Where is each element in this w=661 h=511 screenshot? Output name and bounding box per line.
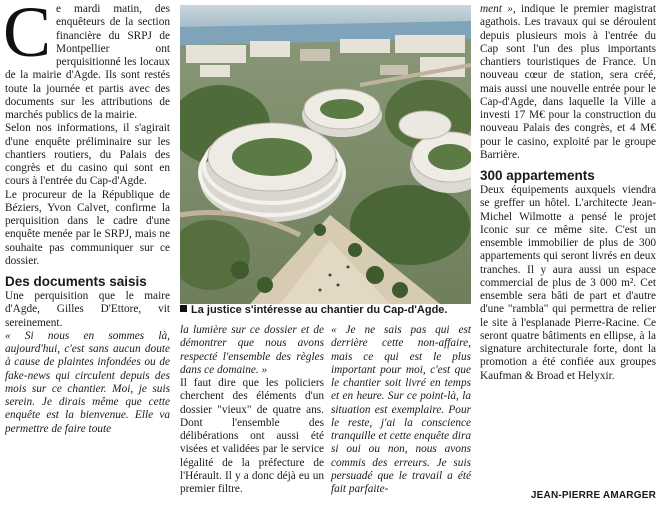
quote-maire-start: « Si nous en sommes là, aujourd'hui, c'est sans aucun doute à cause de plaintes infondées ou de fake-news qui circulent depuis des mois sur ce chantier. Moi, je suis serein. Je dirais même que cette enquête est la bienvenue. Elle va permettre de faire toute: [5, 329, 170, 435]
column-2: [180, 324, 324, 496]
paragraph-policiers: Il faut dire que les policiers cherchent des éléments d'un dossier "vieux" de quatre ans. Dont l'ensemble des délibérations ont aussi été visées et validées par le service légalité de la préfecture de l'Hérault. Il y a donc déjà eu un premier filtre.: [180, 377, 324, 495]
column-1: [3, 0, 170, 436]
caption-square-icon: [180, 305, 187, 312]
quote-non-affaire: « Je ne sais pas qui est derrière cette non-affaire, mais ce qui est le plus important pour moi, c'est que le chantier soit livré en temps et en heure. Sur ce point-là, la situation est exemplaire. Pour le reste, j'ai la conscience tranquille et cette enquête dira si oui ou non, nous avons commis des erreurs. Je suis persuadé que le travail a été fait parfaite-: [331, 324, 471, 495]
drop-cap: C: [3, 0, 52, 72]
paragraph-travaux-text: indique le premier magistrat agathois. Les travaux qui se déroulent depuis plusieurs mois à l'entrée du Cap sont l'un des plus importants chantiers touristiques de France. Un nouveau cœur de station, sera créé, mais aussi une nouvelle entrée pour le Cap-d'Agde, dans laquelle la Ville a investi 17 M€ pour la construction du nouveau Palais des congrès, et 4 M€ pour le casino, exploité par le groupe Barrière.: [480, 3, 657, 161]
quote-end: ment »,: [480, 3, 516, 15]
photo-caption: [180, 304, 471, 317]
column-3: [331, 324, 471, 496]
caption-text: La justice s'intéresse au chantier du Cap-d'Agde.: [191, 304, 448, 316]
intro-paragraph: [3, 0, 170, 122]
ellipse-building-center: [302, 89, 382, 137]
article-photo: [180, 5, 471, 304]
paragraph-travaux: [480, 3, 656, 162]
paragraph-enquete: Selon nos informations, il s'agirait d'une enquête préliminaire sur les chantiers routiers, du Palais des congrès et du casino qui sont en cours à l'entrée du Cap-d'Agde.: [5, 122, 170, 188]
heading-documents-saisis: Des documents saisis: [5, 274, 147, 289]
paragraph-maire: Une perquisition que le maire d'Agde, Gilles D'Ettore, vit sereinement.: [5, 290, 170, 329]
paragraph-appartements: Deux équipements auxquels viendra se greffer un hôtel. L'architecte Jean-Michel Wilmotte a pensé le projet Iconic sur ce même site. C'est un ensemble immobilier de plus de 300 appartements qui seront livrés en deux tranches. Il y aura aussi un espace commercial de plus de 3 000 m². Cet ensemble sera bâti de part et d'autre d'une "rambla" qui permettra de relier le site à l'esplanade Pierre-Racine. Ce seront quatre bâtiments en ellipse, à la signature architecturale forte, dont la promotion a été confiée aux groupes Kaufman & Broad et Helyxir.: [480, 184, 656, 382]
quote-maire-continued: la lumière sur ce dossier et de démontrer que nous avons respecté l'ensemble des règles dans ce domaine. »: [180, 324, 324, 376]
architectural-rendering-image: [180, 5, 471, 304]
paragraph-procureur: Le procureur de la République de Béziers, Yvon Calvet, confirme la perquisition dans le cadre d'une enquête menée par le SRPJ, mais ne souhaite pas communiquer sur ce dossier.: [5, 188, 170, 267]
column-4: [480, 3, 656, 383]
lead-text: e mardi matin, des enquêteurs de la section financière du SRPJ de Montpellier ont perquisitionné les locaux de la mairie d'Agde. Ils sont restés toute la journée et partis avec des documents sur les attributions de marchés publics de la mairie.: [5, 3, 170, 121]
ellipse-building-main: [200, 123, 344, 222]
heading-300-appartements: 300 appartements: [480, 168, 595, 183]
author-byline: JEAN-PIERRE AMARGER: [530, 490, 656, 501]
